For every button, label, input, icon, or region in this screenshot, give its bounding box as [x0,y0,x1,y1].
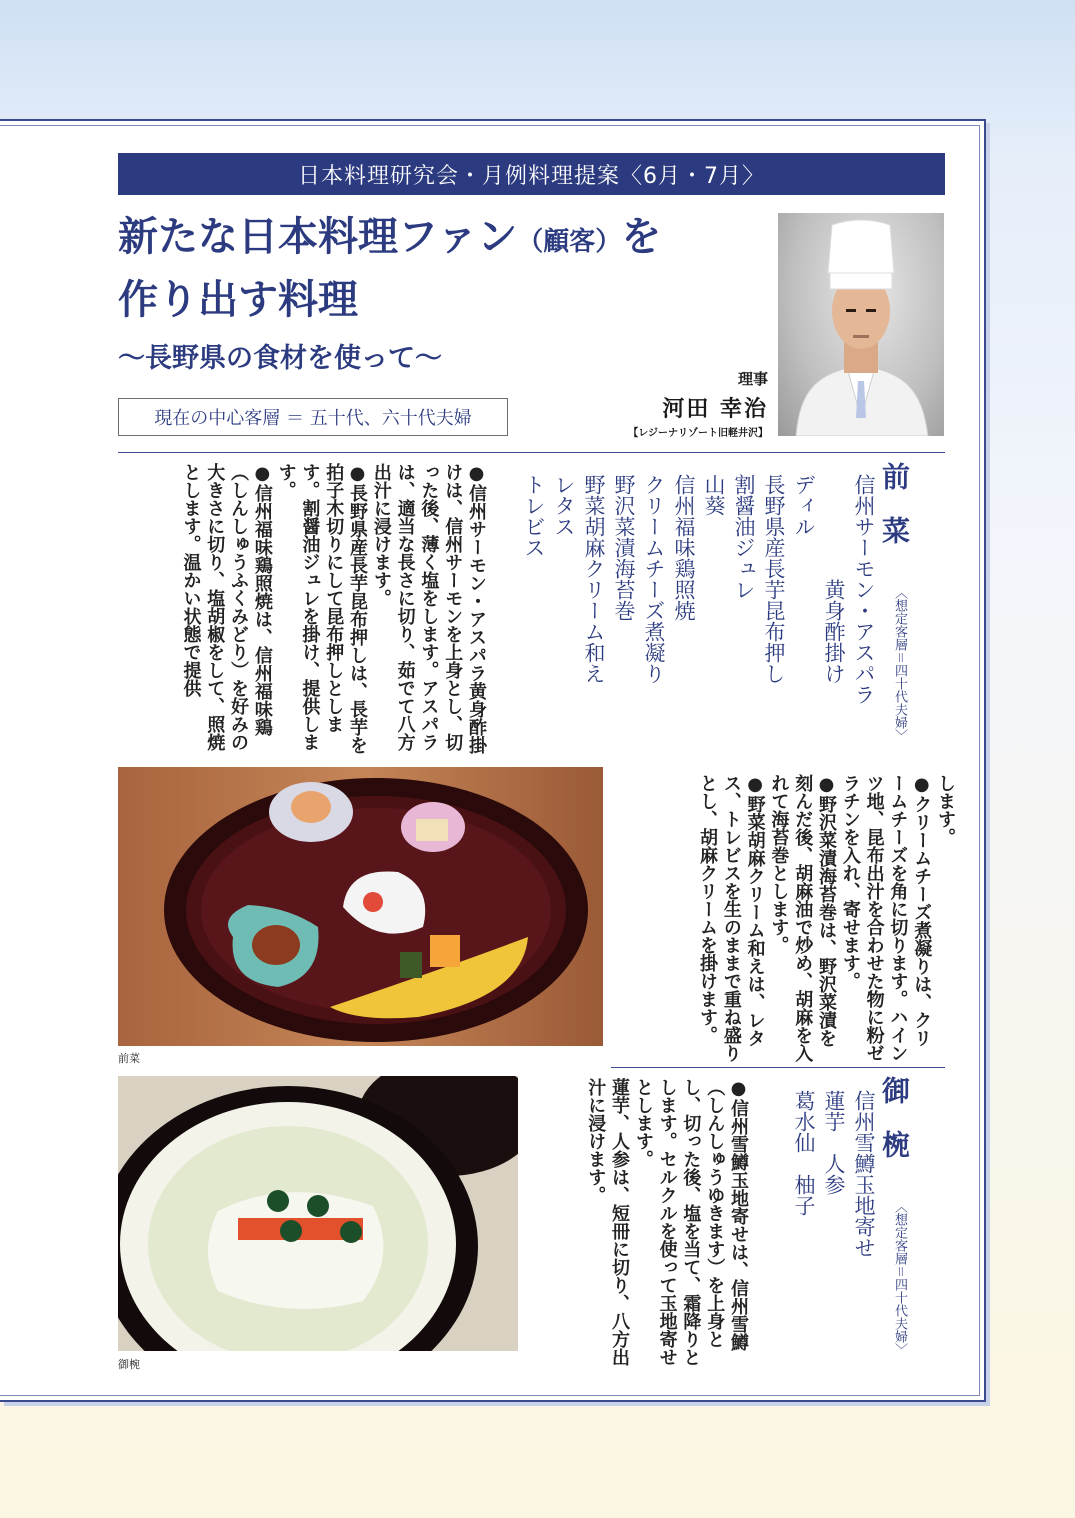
photo-caption-zensai: 前菜 [118,1052,140,1065]
customer-box [118,398,508,436]
body-paragraph: ●信州福味鶏照焼は、信州福味鶏（しんしゅうふくみどり）を好みの大きさに切り、塩胡椒をして、照焼とします。温かい状態で提供 [180,463,273,751]
menu-list-owan [789,1090,879,1290]
page-title [118,208,768,329]
menu-item: 野沢菜漬海苔巻 [612,474,636,621]
title-line-1-small: （顧客） [517,227,622,257]
menu-item: 山葵 [702,474,726,516]
body-text-zensai-mid [607,774,957,1064]
body-text-zensai-top [108,463,488,763]
title-line-1a: 新たな日本料理ファン [118,213,518,260]
body-paragraph: ●野菜胡麻クリーム和えは、レタス、トレビスを生のままで重ね盛りとし、胡麻クリームを掛けます。 [697,774,766,1062]
title-line-1b: を [621,213,662,260]
body-paragraph: ●野沢菜漬海苔巻は、野沢菜漬を刻んだ後、胡麻油で炒め、胡麻を入れて海苔巻とします。 [768,774,838,1062]
section-title-owan: 御椀 [878,1076,911,1184]
body-paragraph: ●信州サーモン・アスパラ黄身酢掛けは、信州サーモンを上身とし、切った後、薄く塩をします。アスパラは、適当な長さに切り、茹でて八方出汁に浸けます。 [370,463,487,754]
divider-mid [611,1067,945,1068]
menu-item: 信州雪鱒玉地寄せ [852,1090,876,1258]
body-text-owan [530,1078,750,1370]
chef-affiliation: 【レジーナリゾート旧軽井沢】 [628,428,768,439]
menu-item: 黄身酢掛け [822,474,846,684]
header-bar [118,153,945,195]
menu-item: クリームチーズ煮凝り [642,474,666,684]
section-note-owan: 〈想定客層＝四十代夫婦〉 [892,1200,907,1357]
menu-list-zensai [519,474,879,760]
body-paragraph: ●クリームチーズ煮凝りは、クリームチーズを角に切ります。ハインツ地、昆布出汁を合わせた物に粉ゼラチンを入れ、寄せます。 [839,774,933,1062]
body-paragraph: します。 [935,774,956,846]
menu-item: 信州サーモン・アスパラ [852,474,876,705]
menu-item: 野菜胡麻クリーム和え [582,474,606,684]
menu-item: 信州福味鶏照焼 [672,474,696,621]
page-subtitle: 〜長野県の食材を使って〜 [118,343,442,374]
owan-dish-icon [118,1076,518,1351]
section-title-zensai: 前菜 [878,462,911,570]
menu-item: 割醤油ジュレ [732,474,756,600]
title-line-1 [118,208,768,271]
zensai-dish-icon [118,767,603,1046]
body-paragraph: ●長野県産長芋昆布押しは、長芋を拍子木切りにして昆布押しとします。割醤油ジュレを掛け、提供します。 [275,463,369,754]
menu-item: 長野県産長芋昆布押し [762,474,786,684]
section-note-zensai: 〈想定客層＝四十代夫婦〉 [892,586,907,743]
body-paragraph: 蓮芋、人参は、短冊に切り、八方出汁に浸けます。 [585,1078,631,1366]
divider-top [118,452,945,453]
photo-caption-owan: 御椀 [118,1358,140,1371]
menu-item: 蓮芋 人参 [822,1090,846,1195]
chef-role: 理事 [737,370,768,388]
menu-item: 葛水仙 柚子 [792,1090,816,1216]
title-line-2: 作り出す料理 [118,276,358,323]
chef-portrait-icon [778,213,944,436]
menu-item: トレビス [522,474,546,558]
photo-owan [118,1076,518,1351]
photo-zensai [118,767,603,1046]
chef-name: 河田 幸治 [662,396,768,422]
menu-item: レタス [552,474,576,537]
body-paragraph: ●信州雪鱒玉地寄せは、信州雪鱒（しんしゅうゆきます）を上身とし、切った後、塩を当て、霜降りとします。セルクルを使って玉地寄せとします。 [632,1078,749,1366]
header-bar-text: 日本料理研究会・月例料理提案〈6月・7月〉 [298,163,765,189]
customer-box-text: 現在の中心客層 ＝ 五十代、六十代夫婦 [154,408,472,429]
chef-portrait [778,213,944,436]
menu-item: ディル [792,474,816,537]
